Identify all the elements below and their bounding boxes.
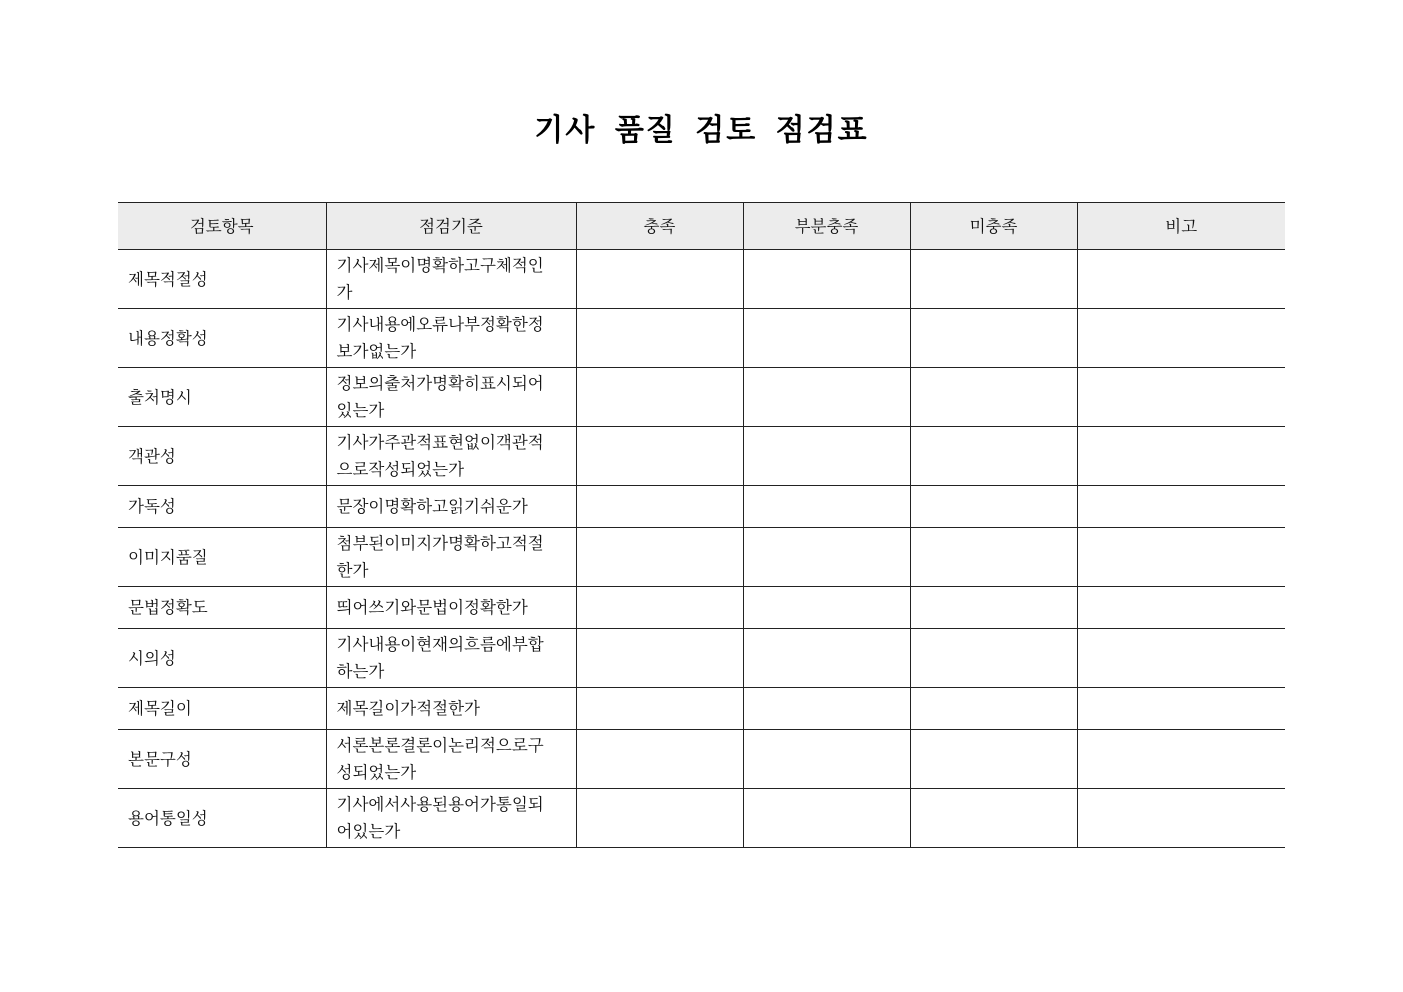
note-cell	[1077, 309, 1285, 368]
review-item-cell: 제목길이	[118, 688, 326, 730]
met-cell	[576, 629, 743, 688]
unmet-cell	[910, 688, 1077, 730]
partially-met-cell	[743, 587, 910, 629]
review-item-cell: 제목적절성	[118, 250, 326, 309]
review-item-cell: 이미지품질	[118, 528, 326, 587]
document-title: 기사 품질 검토 점검표	[534, 113, 869, 148]
criterion-cell: 정보의출처가명확히표시되어있는가	[326, 368, 576, 427]
met-cell	[576, 730, 743, 789]
partially-met-cell	[743, 528, 910, 587]
criterion-cell: 기사제목이명확하고구체적인가	[326, 250, 576, 309]
note-cell	[1077, 587, 1285, 629]
header-partially-met: 부분충족	[743, 203, 910, 250]
review-item-cell: 문법정확도	[118, 587, 326, 629]
note-cell	[1077, 250, 1285, 309]
met-cell	[576, 486, 743, 528]
partially-met-cell	[743, 789, 910, 848]
partially-met-cell	[743, 730, 910, 789]
header-review-item: 검토항목	[118, 203, 326, 250]
partially-met-cell	[743, 250, 910, 309]
note-cell	[1077, 789, 1285, 848]
partially-met-cell	[743, 309, 910, 368]
met-cell	[576, 368, 743, 427]
criterion-cell: 띄어쓰기와문법이정확한가	[326, 587, 576, 629]
criterion-cell: 서론본론결론이논리적으로구성되었는가	[326, 730, 576, 789]
criterion-cell: 기사내용이현재의흐름에부합하는가	[326, 629, 576, 688]
unmet-cell	[910, 250, 1077, 309]
table-row	[118, 309, 1285, 368]
unmet-cell	[910, 486, 1077, 528]
unmet-cell	[910, 427, 1077, 486]
met-cell	[576, 789, 743, 848]
criterion-cell: 제목길이가적절한가	[326, 688, 576, 730]
table-row	[118, 688, 1285, 730]
met-cell	[576, 587, 743, 629]
partially-met-cell	[743, 368, 910, 427]
table-row	[118, 587, 1285, 629]
criterion-cell: 기사가주관적표현없이객관적으로작성되었는가	[326, 427, 576, 486]
note-cell	[1077, 486, 1285, 528]
review-item-cell: 객관성	[118, 427, 326, 486]
criterion-cell: 기사에서사용된용어가통일되어있는가	[326, 789, 576, 848]
checklist-table	[118, 202, 1285, 848]
header-note: 비고	[1077, 203, 1285, 250]
met-cell	[576, 528, 743, 587]
met-cell	[576, 309, 743, 368]
unmet-cell	[910, 587, 1077, 629]
table-header	[118, 203, 1285, 250]
met-cell	[576, 250, 743, 309]
table-row	[118, 789, 1285, 848]
table-row	[118, 730, 1285, 789]
note-cell	[1077, 427, 1285, 486]
note-cell	[1077, 688, 1285, 730]
partially-met-cell	[743, 629, 910, 688]
review-item-cell: 출처명시	[118, 368, 326, 427]
table-body	[118, 250, 1285, 848]
unmet-cell	[910, 368, 1077, 427]
met-cell	[576, 427, 743, 486]
met-cell	[576, 688, 743, 730]
criterion-cell: 첨부된이미지가명확하고적절한가	[326, 528, 576, 587]
header-row	[118, 203, 1285, 250]
review-item-cell: 내용정확성	[118, 309, 326, 368]
header-met: 충족	[576, 203, 743, 250]
review-item-cell: 시의성	[118, 629, 326, 688]
table-row	[118, 486, 1285, 528]
unmet-cell	[910, 730, 1077, 789]
table-row	[118, 629, 1285, 688]
partially-met-cell	[743, 427, 910, 486]
review-item-cell: 본문구성	[118, 730, 326, 789]
table-row	[118, 250, 1285, 309]
table-row	[118, 368, 1285, 427]
partially-met-cell	[743, 688, 910, 730]
table-row	[118, 528, 1285, 587]
header-unmet: 미충족	[910, 203, 1077, 250]
unmet-cell	[910, 309, 1077, 368]
unmet-cell	[910, 528, 1077, 587]
review-item-cell: 가독성	[118, 486, 326, 528]
header-criterion: 점검기준	[326, 203, 576, 250]
review-item-cell: 용어통일성	[118, 789, 326, 848]
note-cell	[1077, 368, 1285, 427]
unmet-cell	[910, 629, 1077, 688]
criterion-cell: 문장이명확하고읽기쉬운가	[326, 486, 576, 528]
unmet-cell	[910, 789, 1077, 848]
table-row	[118, 427, 1285, 486]
note-cell	[1077, 629, 1285, 688]
note-cell	[1077, 730, 1285, 789]
partially-met-cell	[743, 486, 910, 528]
note-cell	[1077, 528, 1285, 587]
criterion-cell: 기사내용에오류나부정확한정보가없는가	[326, 309, 576, 368]
